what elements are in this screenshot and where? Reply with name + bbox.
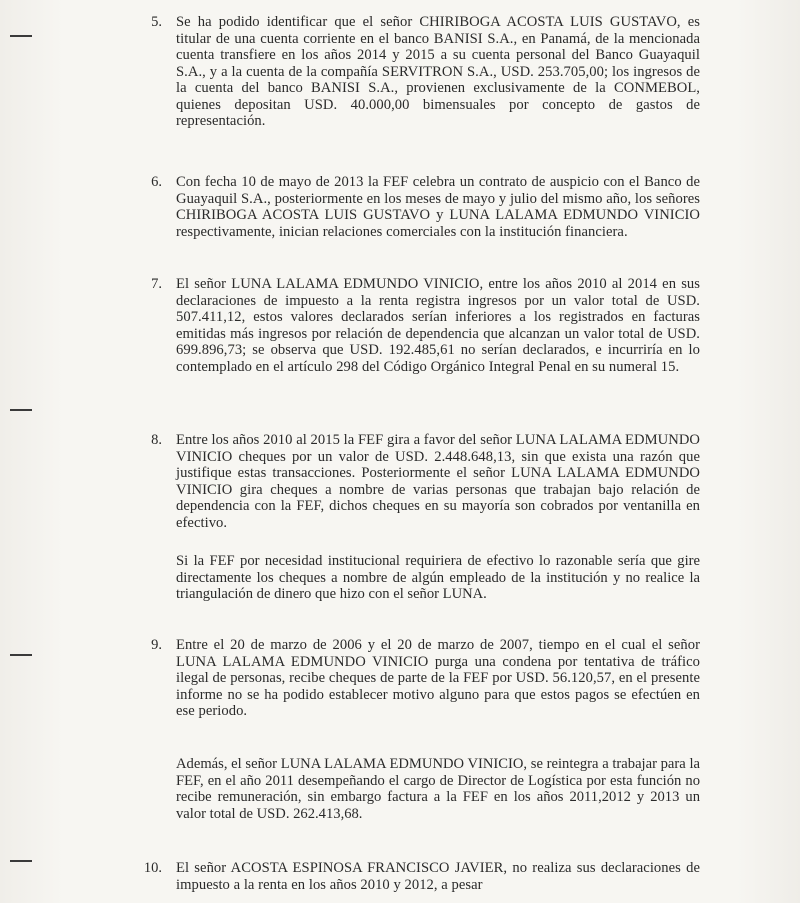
item-text: El señor ACOSTA ESPINOSA FRANCISCO JAVIER, no realiza sus declaraciones de impuesto a la renta en los años 2010 y 2012, a pesar xyxy=(176,860,700,893)
item-extra-paragraph: Si la FEF por necesidad institucional requiriera de efectivo lo razonable sería que gire directamente los cheques a nombre de algún empleado de la institución y no realice la triangulación de dinero que hizo con el señor LUNA. xyxy=(176,553,700,602)
item-number: 7. xyxy=(151,276,162,292)
item-number: 8. xyxy=(151,432,162,448)
margin-mark xyxy=(10,654,32,656)
item-text: Con fecha 10 de mayo de 2013 la FEF celebra un contrato de auspicio con el Banco de Guayaquil S.A., posteriormente en los meses de mayo y julio del mismo año, los señores CHIRIBOGA ACOSTA LUIS GUSTAVO y LUNA LALAMA EDMUNDO VINICIO respectivamente, inician relaciones comerciales con la institución financiera. xyxy=(176,174,700,240)
margin-mark xyxy=(10,409,32,411)
margin-mark xyxy=(10,860,32,862)
item-number: 10. xyxy=(143,860,162,876)
item-text: Entre los años 2010 al 2015 la FEF gira a favor del señor LUNA LALAMA EDMUNDO VINICIO cheques por un valor de USD. 2.448.648,13, sin que exista una razón que justifique estas transacciones. Posteriormente el señor LUNA LALAMA EDMUNDO VINICIO gira cheques a nombre de varias personas que trabajan bajo relación de dependencia con la FEF, dichos cheques en su mayoría son cobrados por ventanilla en efectivo. xyxy=(176,432,700,531)
item-text: Entre el 20 de marzo de 2006 y el 20 de marzo de 2007, tiempo en el cual el señor LUNA LALAMA EDMUNDO VINICIO purga una condena por tentativa de tráfico ilegal de personas, recibe cheques de parte de la FEF por USD. 56.120,57, en el presente informe no se ha podido establecer motivo alguno para que estos pagos se efectúen en ese periodo. xyxy=(176,637,700,719)
item-text: Se ha podido identificar que el señor CHIRIBOGA ACOSTA LUIS GUSTAVO, es titular de una cuenta corriente en el banco BANISI S.A., en Panamá, de la mencionada cuenta transfiere en los años 2014 y 2015 a su cuenta personal del Banco Guayaquil S.A., y a la cuenta de la compañía SERVITRON S.A., USD. 253.705,00; los ingresos de la cuenta del banco BANISI S.A., provienen exclusivamente de la CONMEBOL, quienes depositan USD. 40.000,00 bimensuales por concepto de gastos de representación. xyxy=(176,14,700,129)
margin-mark xyxy=(10,35,32,37)
item-number: 5. xyxy=(151,14,162,30)
item-extra-paragraph: Además, el señor LUNA LALAMA EDMUNDO VINICIO, se reintegra a trabajar para la FEF, en el año 2011 desempeñando el cargo de Director de Logística por esta función no recibe remuneración, sin embargo factura a la FEF en los años 2011,2012 y 2013 un valor total de USD. 262.413,68. xyxy=(176,756,700,822)
item-number: 6. xyxy=(151,174,162,190)
item-text: El señor LUNA LALAMA EDMUNDO VINICIO, entre los años 2010 al 2014 en sus declaraciones de impuesto a la renta registra ingresos por un valor total de USD. 507.411,12, estos valores declarados serían inferiores a los registrados en facturas emitidas más ingresos por relación de dependencia que alcanzan un valor total de USD. 699.896,73; se observa que USD. 192.485,61 no serían declarados, e incurriría en lo contemplado en el artículo 298 del Código Orgánico Integral Penal en su numeral 15. xyxy=(176,276,700,375)
item-number: 9. xyxy=(151,637,162,653)
